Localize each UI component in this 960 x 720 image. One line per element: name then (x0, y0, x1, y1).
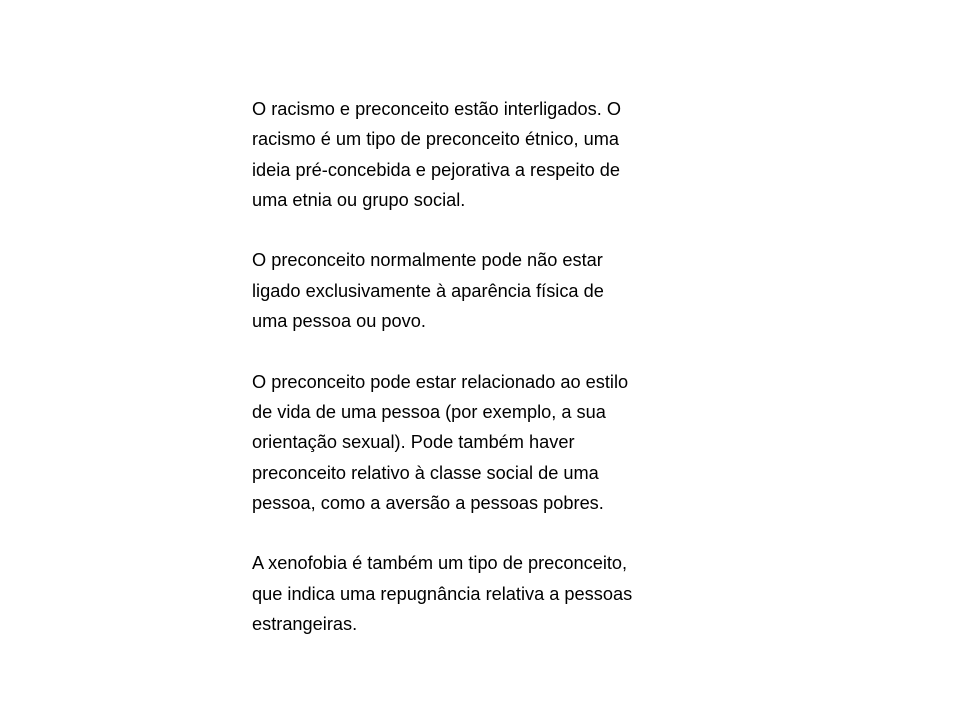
text-line: racismo é um tipo de preconceito étnico, uma (252, 129, 619, 150)
text-line: que indica uma repugnância relativa a pessoas (252, 583, 633, 604)
text-line: ideia pré-concebida e pejorativa a respeito de (252, 159, 621, 180)
text-line: A xenofobia é também um tipo de preconceito, (252, 553, 628, 574)
text-line: O preconceito normalmente pode não estar (252, 250, 603, 271)
text-line: pessoa, como a aversão a pessoas pobres. (252, 492, 604, 513)
paragraph-appearance (252, 245, 722, 336)
paragraph-racism (252, 94, 722, 215)
text-line: preconceito relativo à classe social de uma (252, 462, 599, 483)
text-line: estrangeiras. (252, 614, 358, 635)
text-line: O racismo e preconceito estão interligados. O (252, 99, 621, 119)
slide-text-body (252, 94, 722, 639)
paragraph-lifestyle (252, 367, 722, 518)
text-line: O preconceito pode estar relacionado ao estilo (252, 371, 629, 392)
text-line: uma pessoa ou povo. (252, 311, 426, 332)
text-line: uma etnia ou grupo social. (252, 189, 466, 210)
text-line: de vida de uma pessoa (por exemplo, a sua (252, 401, 606, 422)
text-line: orientação sexual). Pode também haver (252, 432, 575, 453)
text-line: ligado exclusivamente à aparência física de (252, 280, 604, 301)
paragraph-xenophobia (252, 548, 722, 639)
